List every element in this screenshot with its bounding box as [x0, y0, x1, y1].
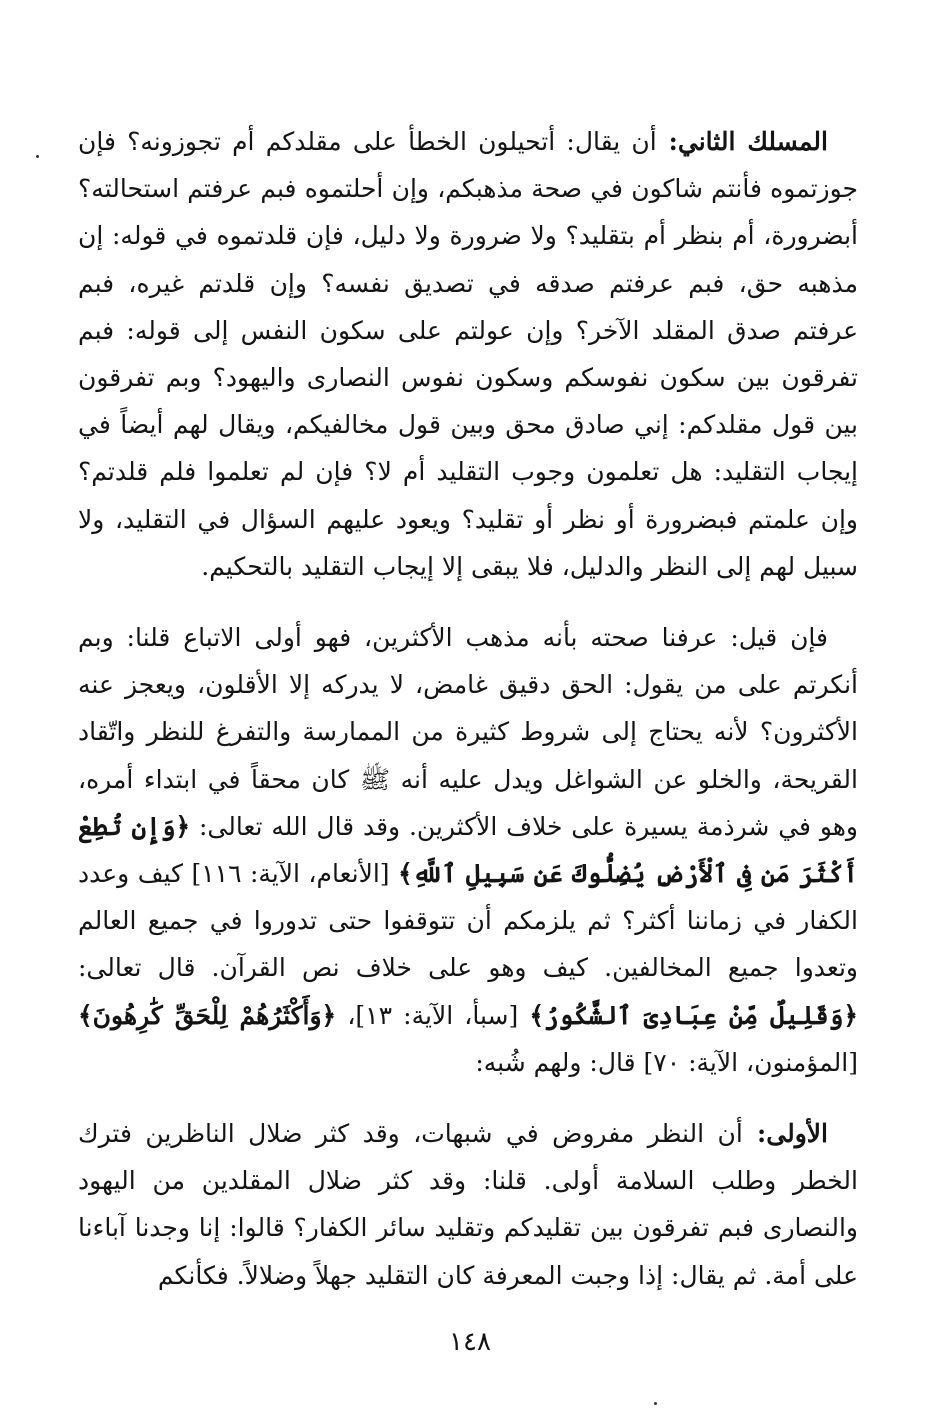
scan-speck — [36, 155, 39, 158]
section-heading: الأولى: — [742, 1119, 828, 1149]
section-heading: المسلك الثاني: — [656, 127, 828, 156]
paragraph-1 — [78, 118, 858, 590]
quran-verse: ﴿وَقَلِيلٌ مِّنْ عِبَادِىَ ٱلشَّكُورُ﴾ — [529, 1000, 858, 1030]
paragraph-text: أن النظر مفروض في شبهات، وقد كثر ضلال الناظرين فترك الخطر وطلب السلامة أولى. قلنا: وقد كثر ضلال المقلدين من اليهود والنصارى فبم تفرقون بين تقليدكم وتقليد سائر الكفار؟ قالوا: إنا وجدنا آباءنا على أمة. ثم يقال: إذا وجبت المعرفة كان التقليد جهلاً وضلالاً. فكأنكم — [78, 1119, 858, 1290]
page-number: ١٤٨ — [449, 1327, 491, 1357]
scan-speck — [654, 1402, 657, 1405]
paragraph-text: [المؤمنون، الآية: ٧٠] قال: ولهم شُبه: — [475, 1047, 858, 1077]
paragraph-text: أن يقال: أتحيلون الخطأ على مقلدكم أم تجوزونه؟ فإن جوزتموه فأنتم شاكون في صحة مذهبكم، وإن أحلتموه فبم عرفتم استحالته؟ أبضرورة، أم بنظر أم بتقليد؟ ولا ضرورة ولا دليل، فإن قلدتموه في قوله: إن مذهبه حق، فبم عرفتم صدقه في تصديق نفسه؟ وإن قلدتم غيره، فبم عرفتم صدق المقلد الآخر؟ وإن عولتم على سكون النفس إلى قوله: فبم تفرقون بين سكون نفوسكم وسكون نفوس النصارى واليهود؟ وبم تفرقون بين قول مقلدكم: إني صادق محق وبين قول مخالفيكم، ويقال لهم أيضاً في إيجاب التقليد: هل تعلمون وجوب التقليد أم لا؟ فإن لم تعلموا فلم قلدتم؟ وإن علمتم فبضرورة أو نظر أو تقليد؟ ويعود عليهم السؤال في التقليد، ولا سبيل لهم إلى النظر والدليل، فلا يبقى إلا إيجاب التقليد بالتحكيم. — [78, 127, 858, 581]
paragraph-text: فإن قيل: عرفنا صحته بأنه مذهب الأكثرين، فهو أولى الاتباع قلنا: وبم أنكرتم على من يقول: الحق دقيق غامض، لا يدركه إلا الأقلون، ويعجز عنه الأكثرون؟ لأنه يحتاج إلى شروط كثيرة من الممارسة والتفرغ للنظر واتّقاد القريحة، والخلو عن الشواغل ويدل عليه أنه ﷺ كان محقاً في ابتداء أمره، وهو في شرذمة يسيرة على خلاف الأكثرين. وقد قال الله تعالى: — [78, 623, 858, 841]
quran-verse: ﴿وَإِن تُطِعْ أَكْثَرَ مَن فِى ٱلْأَرْضِ يُضِلُّوكَ عَن سَبِيلِ ٱللَّهِ﴾ — [78, 811, 859, 889]
paragraph-3 — [78, 1110, 858, 1299]
paragraph-2 — [78, 614, 858, 1086]
paragraph-text: [سبأ، الآية: ١٣]، — [336, 1000, 530, 1030]
paragraph-text: [الأنعام، الآية: ١١٦] كيف وعدد الكفار في زماننا أكثر؟ ثم يلزمكم أن تتوقفوا حتى تدوروا في جميع العالم وتعدوا جميع المخالفين. كيف وهو على خلاف نص القرآن. قال تعالى: — [78, 859, 858, 983]
quran-verse: ﴿وَأَكْثَرُهُمْ لِلْحَقِّ كَٰرِهُونَ﴾ — [78, 1000, 337, 1030]
page-body — [78, 118, 858, 1298]
